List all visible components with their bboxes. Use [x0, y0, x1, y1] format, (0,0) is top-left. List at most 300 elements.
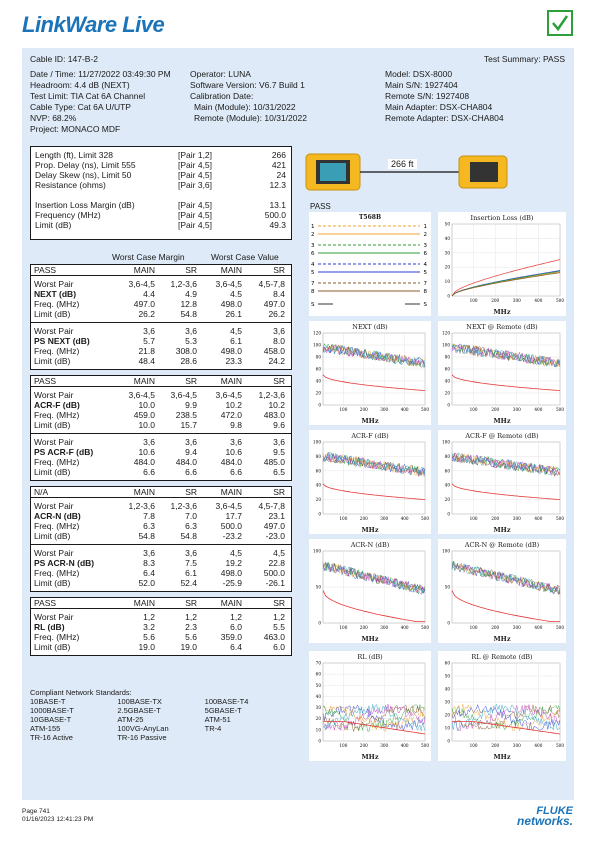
table-cell: Worst Pair [34, 501, 74, 511]
table-cell: 1,2-3,6 [128, 501, 155, 511]
section-header [31, 376, 291, 387]
table-cell: Worst Pair [34, 326, 74, 336]
graph-4 [438, 430, 566, 534]
y-tick-label: 120 [313, 330, 321, 336]
standard-item: 1000BASE-T [30, 706, 74, 715]
table-row [31, 457, 291, 467]
table-cell: 23.1 [268, 511, 285, 521]
table-cell: 8.0 [273, 336, 285, 346]
table-cell: 26.2 [138, 309, 155, 319]
wiremap-pin-label: 7 [423, 281, 427, 287]
table-cell: -23.2 [222, 531, 242, 541]
header-cell: MAIN [133, 265, 155, 275]
wiremap-pin-label: 6 [311, 251, 315, 257]
pass-check-icon [547, 10, 573, 36]
x-tick-label: 200 [491, 743, 500, 748]
y-tick-label: 40 [444, 378, 450, 384]
table-cell: 4,5-7,8 [258, 279, 285, 289]
table-cell: 6.5 [273, 467, 285, 477]
summary-pair: [Pair 3,6] [178, 180, 213, 190]
table-cell: 24.2 [268, 356, 285, 366]
graph-5 [309, 539, 431, 643]
graph-x-label: MHz [493, 417, 511, 425]
remote-adapter: Remote Adapter: DSX-CHA804 [385, 113, 504, 123]
pass-label: PASS [310, 202, 331, 211]
x-tick-label: 300 [380, 743, 389, 748]
x-tick-label: 300 [512, 407, 521, 412]
summary-label: Length (ft), Limit 328 [35, 150, 113, 160]
graph-plot [309, 430, 431, 534]
table-cell: 21.8 [138, 346, 155, 356]
x-tick-label: 200 [359, 516, 368, 521]
table-cell: 8.4 [273, 289, 285, 299]
wiremap-shield-label: S [311, 302, 315, 308]
table-cell: 6.6 [143, 467, 155, 477]
header-cell: MAIN [220, 265, 242, 275]
table-cell: NEXT (dB) [34, 289, 77, 299]
standard-item: 2.5GBASE-T [117, 706, 161, 715]
header-cell: MAIN [133, 376, 155, 386]
summary-label: Limit (dB) [35, 220, 72, 230]
table-cell: Limit (dB) [34, 309, 71, 319]
table-cell: RL (dB) [34, 622, 65, 632]
y-tick-label: 50 [315, 584, 321, 590]
main-adapter: Main Adapter: DSX-CHA804 [385, 102, 493, 112]
cable-id: Cable ID: 147-B-2 [30, 54, 99, 64]
summary-value: 266 [271, 150, 286, 160]
table-cell: 3,6-4,5 [128, 390, 155, 400]
graph-title: Insertion Loss (dB) [470, 214, 534, 222]
table-cell: 15.7 [180, 420, 197, 430]
table-cell: 26.1 [225, 309, 242, 319]
table-cell: 3,6 [143, 437, 155, 447]
table-cell: 4,5 [230, 326, 242, 336]
cable-type: Cable Type: Cat 6A U/UTP [30, 102, 131, 112]
table-cell: 1,2-3,6 [170, 279, 197, 289]
table-cell: 17.7 [225, 511, 242, 521]
standard-item: ATM-155 [30, 724, 61, 733]
graph-plot [309, 651, 431, 761]
table-row [31, 309, 291, 319]
table-cell: Worst Pair [34, 548, 74, 558]
standards-title: Compliant Network Standards: [30, 688, 132, 697]
table-cell: Limit (dB) [34, 467, 71, 477]
cal-remote: Remote (Module): 10/31/2022 [194, 113, 307, 123]
section-header [31, 487, 291, 498]
x-tick-label: 400 [534, 298, 543, 303]
table-cell: 6.4 [230, 642, 242, 652]
wiremap-pin-label: 1 [311, 224, 315, 230]
table-cell: Worst Pair [34, 437, 74, 447]
results-section [30, 597, 292, 656]
table-cell: PS ACR-F (dB) [34, 447, 94, 457]
standards-row [30, 706, 292, 715]
graph-title: ACR-N (dB) [350, 541, 390, 549]
standard-item: ATM-25 [117, 715, 144, 724]
table-row [31, 410, 291, 420]
x-tick-label: 400 [534, 625, 543, 630]
y-tick-label: 20 [444, 497, 450, 503]
table-cell: Limit (dB) [34, 578, 71, 588]
x-tick-label: 200 [359, 625, 368, 630]
y-tick-label: 20 [444, 264, 450, 270]
y-tick-label: 100 [313, 439, 321, 445]
table-cell: 54.8 [180, 531, 197, 541]
x-tick-label: 100 [339, 516, 348, 521]
print-date: 01/16/2023 12:41:23 PM [22, 816, 94, 823]
graph-title: ACR-F @ Remote (dB) [465, 432, 539, 440]
y-tick-label: 40 [444, 482, 450, 488]
table-cell: 498.0 [220, 568, 242, 578]
wiremap-pin-label: 1 [423, 224, 427, 230]
summary-value: 421 [271, 160, 286, 170]
graph-plot [438, 651, 566, 761]
project: Project: MONACO MDF [30, 124, 121, 134]
table-cell: 1,2 [185, 612, 197, 622]
table-cell: PS ACR-N (dB) [34, 558, 95, 568]
header-cell: N/A [34, 487, 49, 497]
y-tick-label: 20 [315, 716, 321, 722]
table-row [31, 568, 291, 578]
table-cell: Freq. (MHz) [34, 568, 80, 578]
x-tick-label: 500 [421, 516, 429, 521]
table-row [31, 531, 291, 541]
test-limit: Test Limit: TIA Cat 6A Channel [30, 91, 146, 101]
x-tick-label: 500 [556, 625, 564, 630]
model: Model: DSX-8000 [385, 69, 453, 79]
standard-item: ATM-51 [204, 715, 231, 724]
header-cell: MAIN [220, 487, 242, 497]
table-cell: 10.0 [138, 420, 155, 430]
graph-plot [438, 539, 566, 643]
table-cell: -23.0 [265, 531, 285, 541]
table-cell: 5.5 [273, 622, 285, 632]
table-cell: Freq. (MHz) [34, 632, 80, 642]
table-cell: 3.2 [143, 622, 155, 632]
device-graphic [304, 150, 569, 194]
y-tick-label: 40 [315, 378, 321, 384]
table-cell: 6.6 [230, 467, 242, 477]
graph-8 [438, 651, 566, 761]
section-header [31, 265, 291, 276]
table-cell: 3,6-4,5 [128, 279, 155, 289]
summary-row [35, 170, 287, 180]
table-row [31, 279, 291, 289]
y-tick-label: 40 [444, 235, 450, 241]
table-cell: 6.6 [185, 467, 197, 477]
table-cell: 3,6 [185, 437, 197, 447]
table-cell: Worst Pair [34, 612, 74, 622]
y-tick-label: 0 [447, 620, 450, 626]
x-tick-label: 200 [491, 516, 500, 521]
linkware-live-logo [22, 12, 164, 38]
plot-frame [452, 442, 560, 514]
summary-label: Prop. Delay (ns), Limit 555 [35, 160, 136, 170]
y-tick-label: 40 [444, 686, 450, 692]
header-cell: SR [273, 487, 285, 497]
length-label: 266 ft [388, 159, 417, 169]
table-cell: 497.0 [133, 299, 155, 309]
table-cell: 1,2 [143, 612, 155, 622]
graph-plot [438, 321, 566, 425]
table-cell: 26.2 [268, 309, 285, 319]
software-version: Software Version: V6.7 Build 1 [190, 80, 305, 90]
test-summary: Test Summary: PASS [483, 54, 565, 64]
x-tick-label: 500 [421, 407, 429, 412]
y-tick-label: 50 [444, 584, 450, 590]
y-tick-label: 60 [444, 468, 450, 474]
summary-pair: [Pair 4,5] [178, 200, 213, 210]
y-tick-label: 30 [444, 250, 450, 256]
result-block [31, 322, 291, 369]
graph-x-label: MHz [361, 417, 379, 425]
summary-row [35, 190, 287, 200]
header-cell: MAIN [133, 598, 155, 608]
y-tick-label: 0 [447, 738, 450, 744]
graph-2 [438, 321, 566, 425]
header-col1 [30, 69, 171, 135]
header-col3 [385, 69, 504, 124]
y-tick-label: 70 [315, 660, 321, 666]
y-tick-label: 60 [315, 671, 321, 677]
table-cell: 48.4 [138, 356, 155, 366]
table-cell: 3,6-4,5 [215, 390, 242, 400]
table-cell: 483.0 [263, 410, 285, 420]
wiremap-pin-label: 8 [311, 289, 315, 295]
x-tick-label: 300 [380, 516, 389, 521]
table-cell: 54.8 [180, 309, 197, 319]
table-cell: 497.0 [263, 299, 285, 309]
remote-sn: Remote S/N: 1927408 [385, 91, 470, 101]
y-tick-label: 20 [444, 390, 450, 396]
table-cell: 4.4 [143, 289, 155, 299]
y-tick-label: 80 [444, 453, 450, 459]
summary-value: 13.1 [269, 200, 286, 210]
graph-x-label: MHz [361, 526, 379, 534]
standard-item: TR-4 [204, 724, 222, 733]
table-cell: 1,2 [230, 612, 242, 622]
standards-row [30, 697, 292, 706]
header-cell: SR [273, 598, 285, 608]
table-cell: 10.2 [268, 400, 285, 410]
y-tick-label: 0 [318, 402, 321, 408]
summary-value: 49.3 [269, 220, 286, 230]
table-cell: 52.4 [180, 578, 197, 588]
table-cell: 28.6 [180, 356, 197, 366]
table-row [31, 400, 291, 410]
table-cell: 359.0 [220, 632, 242, 642]
table-cell: 6.1 [185, 568, 197, 578]
result-block [31, 433, 291, 480]
table-cell: 3,6 [143, 548, 155, 558]
table-cell: 9.4 [185, 447, 197, 457]
summary-value: 24 [276, 170, 286, 180]
summary-pair: [Pair 1,2] [178, 150, 213, 160]
summary-pair [178, 190, 233, 200]
header-cell: SR [185, 376, 197, 386]
wiremap-title: T568B [358, 214, 382, 221]
table-cell: 7.5 [185, 558, 197, 568]
wiremap-pin-label: 5 [311, 270, 315, 276]
y-tick-label: 40 [315, 693, 321, 699]
y-tick-label: 60 [315, 468, 321, 474]
table-cell: 4,5-7,8 [258, 501, 285, 511]
worst-case-margin-label: Worst Case Margin [112, 252, 185, 262]
table-cell: 4,5 [273, 548, 285, 558]
x-tick-label: 300 [512, 298, 521, 303]
graph-3 [309, 430, 431, 534]
header-cell: MAIN [220, 376, 242, 386]
y-tick-label: 50 [315, 682, 321, 688]
y-tick-label: 40 [315, 482, 321, 488]
x-tick-label: 100 [469, 516, 478, 521]
graph-x-label: MHz [493, 526, 511, 534]
header-cell: PASS [34, 376, 57, 386]
table-row [31, 447, 291, 457]
table-cell: 9.5 [273, 447, 285, 457]
header-cell: SR [185, 487, 197, 497]
header-cell: SR [273, 265, 285, 275]
table-row [31, 511, 291, 521]
x-tick-label: 200 [359, 743, 368, 748]
table-cell: Freq. (MHz) [34, 299, 80, 309]
table-cell: 19.2 [225, 558, 242, 568]
y-tick-label: 0 [447, 402, 450, 408]
y-tick-label: 80 [315, 453, 321, 459]
worst-case-value-label: Worst Case Value [211, 252, 279, 262]
x-tick-label: 100 [469, 298, 478, 303]
x-tick-label: 400 [400, 625, 409, 630]
result-block [31, 609, 291, 655]
x-tick-label: 400 [534, 516, 543, 521]
table-cell: 3,6-4,5 [215, 279, 242, 289]
table-cell: ACR-N (dB) [34, 511, 81, 521]
x-tick-label: 100 [469, 407, 478, 412]
table-row [31, 289, 291, 299]
summary-label: Frequency (MHz) [35, 210, 101, 220]
y-tick-label: 20 [315, 390, 321, 396]
summary-row [35, 220, 287, 230]
summary-row [35, 150, 287, 160]
results-section [30, 264, 292, 370]
table-cell: 4.5 [230, 289, 242, 299]
table-cell: 52.0 [138, 578, 155, 588]
table-cell: 5.3 [185, 336, 197, 346]
wiremap-pin-label: 6 [423, 251, 427, 257]
fluke-word: FLUKE [536, 805, 573, 817]
summary-value: 500.0 [264, 210, 286, 220]
x-tick-label: 300 [380, 407, 389, 412]
graph-7 [309, 651, 431, 761]
x-tick-label: 200 [491, 625, 500, 630]
y-tick-label: 20 [444, 712, 450, 718]
result-block [31, 544, 291, 591]
x-tick-label: 500 [556, 516, 564, 521]
result-block [31, 387, 291, 433]
standards-row [30, 733, 292, 742]
table-cell: 9.6 [273, 420, 285, 430]
y-tick-label: 0 [318, 511, 321, 517]
y-tick-label: 30 [315, 705, 321, 711]
table-cell: 1,2-3,6 [258, 390, 285, 400]
summary-value: 12.3 [269, 180, 286, 190]
standards-row [30, 724, 292, 733]
plot-frame [323, 442, 425, 514]
table-cell: 4,5 [230, 548, 242, 558]
x-tick-label: 400 [400, 516, 409, 521]
graph-title: RL @ Remote (dB) [471, 653, 533, 661]
summary-row [35, 200, 287, 210]
table-cell: 484.0 [175, 457, 197, 467]
graph-plot [309, 539, 431, 643]
table-cell: 9.9 [185, 400, 197, 410]
table-cell: 10.0 [138, 400, 155, 410]
table-cell: 22.8 [268, 558, 285, 568]
header-cell: SR [185, 598, 197, 608]
table-cell: 6.0 [230, 622, 242, 632]
y-tick-label: 50 [444, 221, 450, 227]
x-tick-label: 100 [339, 407, 348, 412]
standard-item: 5GBASE-T [204, 706, 242, 715]
y-tick-label: 100 [442, 548, 450, 554]
table-cell: 484.0 [220, 457, 242, 467]
x-tick-label: 300 [512, 625, 521, 630]
table-cell: 6.3 [185, 521, 197, 531]
table-cell: Freq. (MHz) [34, 521, 80, 531]
y-tick-label: 100 [442, 439, 450, 445]
result-block [31, 498, 291, 544]
table-cell: 3,6-4,5 [215, 501, 242, 511]
table-cell: 3,6 [273, 326, 285, 336]
summary-box [30, 146, 292, 240]
y-tick-label: 30 [444, 699, 450, 705]
wiremap-pin-label: 3 [423, 243, 427, 249]
x-tick-label: 500 [421, 625, 429, 630]
standard-item: 10BASE-T [30, 697, 66, 706]
standard-item [205, 733, 292, 742]
table-row [31, 548, 291, 558]
table-row [31, 632, 291, 642]
wiremap-pin-label: 7 [311, 281, 315, 287]
x-tick-label: 300 [512, 743, 521, 748]
table-row [31, 336, 291, 346]
table-cell: Limit (dB) [34, 531, 71, 541]
y-tick-label: 0 [447, 293, 450, 299]
graph-plot [438, 430, 566, 534]
graph-x-label: MHz [361, 635, 379, 643]
graph-x-label: MHz [493, 308, 511, 316]
table-row [31, 642, 291, 652]
wiremap-pin-label: 2 [423, 232, 427, 238]
x-tick-label: 200 [491, 298, 500, 303]
table-cell: 458.0 [263, 346, 285, 356]
table-row [31, 420, 291, 430]
table-cell: Worst Pair [34, 390, 74, 400]
standard-item: 10GBASE-T [30, 715, 72, 724]
nvp: NVP: 68.2% [30, 113, 77, 123]
cal-main: Main (Module): 10/31/2022 [194, 102, 296, 112]
y-tick-label: 120 [442, 330, 450, 336]
table-row [31, 578, 291, 588]
table-cell: 485.0 [263, 457, 285, 467]
y-tick-label: 60 [315, 366, 321, 372]
header-cell: SR [185, 265, 197, 275]
wiremap-pin-label: 8 [423, 289, 427, 295]
y-tick-label: 10 [315, 727, 321, 733]
table-row [31, 612, 291, 622]
graph-plot [438, 212, 566, 316]
x-tick-label: 400 [534, 743, 543, 748]
